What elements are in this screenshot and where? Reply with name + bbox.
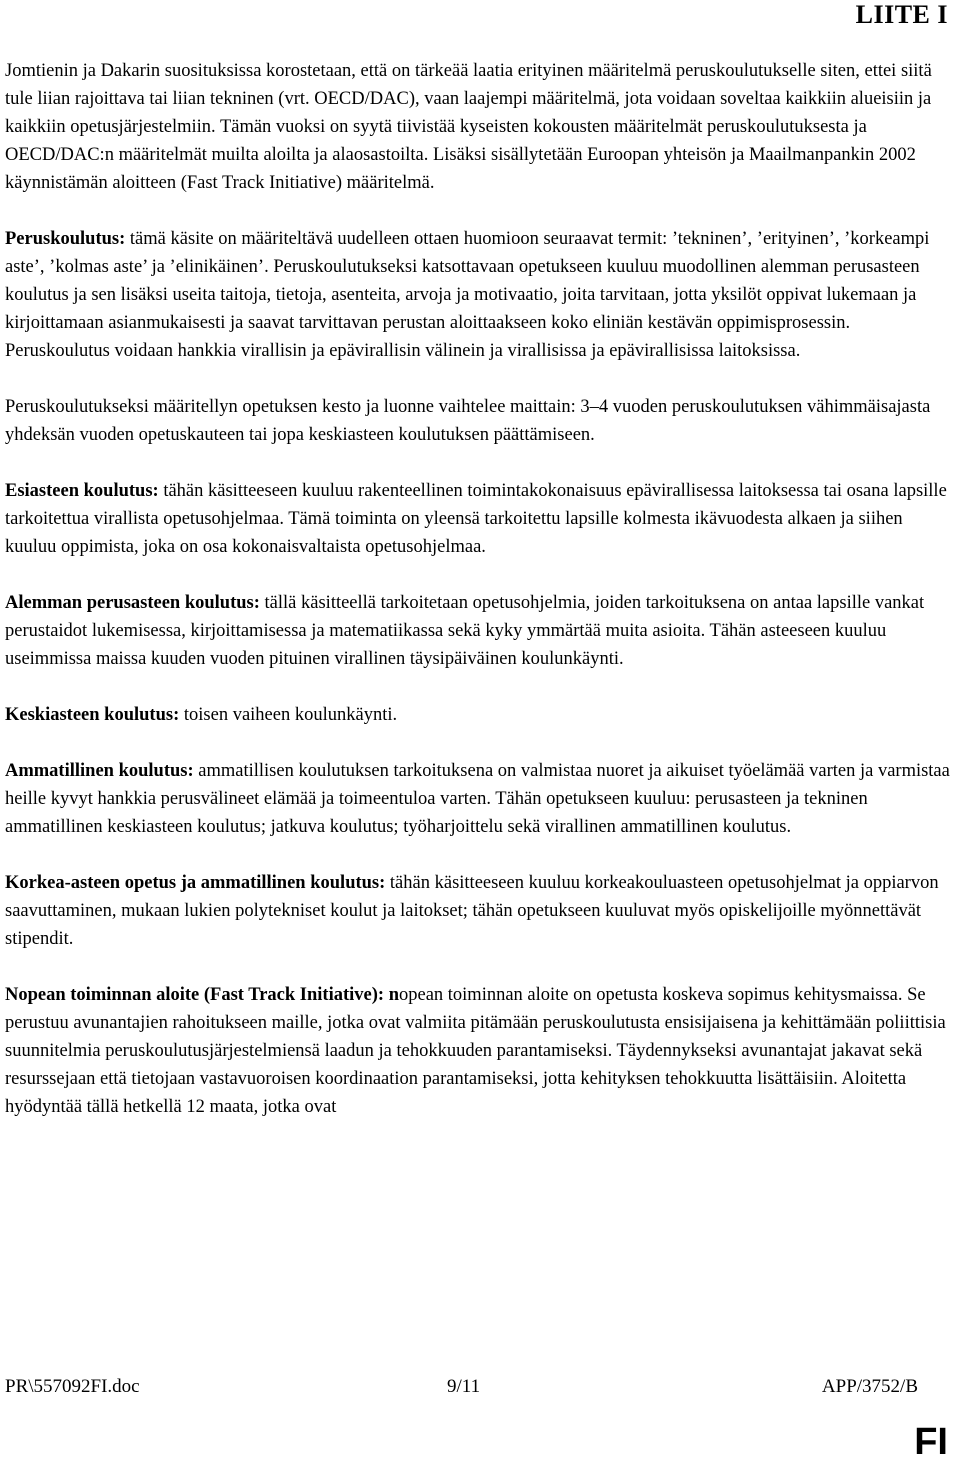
paragraph-text: Jomtienin ja Dakarin suosituksissa korostetaan, että on tärkeää laatia erityinen määritelmä peruskoulutukselle siten, ettei siitä tule liian rajoittava tai liian tekninen (vrt. OECD/DAC), vaan laajempi määritelmä, jota voidaan soveltaa kaikkiin alueisiin ja kaikkiin opetusjärjestelmiin. Tämän vuoksi on syytä tiivistää kyseisten kokousten määritelmät peruskoulutuksesta ja OECD/DAC:n määritelmät muilta aloilta ja alaosastoilta. Lisäksi sisällytetään Euroopan yhteisön ja Maailmanpankin 2002 käynnistämän aloitteen (Fast Track Initiative) määritelmä. — [5, 61, 932, 193]
paragraph-text: tähän käsitteeseen kuuluu korkeakouluasteen opetusohjelmat ja oppiarvon saavuttaminen, mukaan lukien polytekniset koulut ja laitokset; tähän opetukseen kuuluvat myös opiskelijoille myönnettävät stipendit. — [5, 873, 939, 949]
paragraph-text: opean toiminnan aloite on opetusta koskeva sopimus kehitysmaissa. Se perustuu avunantajien rahoitukseen maille, jotka ovat valmiita pitämään peruskoulutusta ensisijaisena ja kehittämään poliittisia suunnitelmia peruskoulutusjärjestelmiensä laadun ja tehokkuuden parantamiseksi. Täydennykseksi avunantajat jakavat sekä resurssejaan että tietojaan vastavuoroisen koordinaation parantamiseksi, jotta kehityksen tehokkuutta lisättäisiin. Aloitetta hyödyntää tällä hetkellä 12 maata, jotka ovat — [5, 985, 946, 1117]
paragraph-term: Keskiasteen koulutus: — [5, 705, 180, 725]
paragraph-text: tällä käsitteellä tarkoitetaan opetusohjelmia, joiden tarkoituksena on antaa lapsille vankat perustaidot lukemisessa, kirjoittamisessa ja matematiikassa sekä kyky ymmärtää muita asioita. Tähän asteeseen kuuluu useimmissa maissa kuuden vuoden pituinen virallinen täysipäiväinen koulunkäynti. — [5, 593, 925, 669]
paragraph-term: Peruskoulutus: — [5, 229, 126, 249]
paragraph-duration — [5, 393, 950, 449]
paragraph-term: Korkea-asteen opetus ja ammatillinen koulutus: — [5, 873, 386, 893]
paragraph-ammatillinen — [5, 757, 950, 841]
document-body — [5, 57, 950, 1149]
paragraph-text: tämä käsite on määriteltävä uudelleen ottaen huomioon seuraavat termit: ’tekninen’, ’erityinen’, ’korkeampi aste’, ’kolmas aste’ ja ’elinikäinen’. Peruskoulutukseksi katsottavaan opetukseen kuuluu muodollinen alemman perusasteen koulutus ja sen lisäksi useita taitoja, tietoja, asenteita, arvoja ja motivaatio, joita tarvitaan, jotta yksilöt oppivat lukemaan ja kirjoittamaan asianmukaisesti ja saavat tarvittavan perustan aloittaakseen koko eliniän kestävän oppimisprosessin. Peruskoulutus voidaan hankkia virallisin ja epävirallisin välinein ja virallisissa ja epävirallisissa laitoksissa. — [5, 229, 930, 361]
page-number: 9/11 — [447, 1376, 481, 1397]
paragraph-keskiasteen — [5, 701, 950, 729]
paragraph-korkea-asteen — [5, 869, 950, 953]
language-code: FI — [914, 1421, 948, 1463]
paragraph-term: Ammatillinen koulutus: — [5, 761, 194, 781]
document-reference: PR\557092FI.doc — [5, 1376, 140, 1397]
paragraph-fast-track — [5, 981, 950, 1121]
paragraph-intro — [5, 57, 950, 197]
paragraph-term: Nopean toiminnan aloite (Fast Track Initiative): n — [5, 985, 399, 1005]
paragraph-text: Peruskoulutukseksi määritellyn opetuksen kesto ja luonne vaihtelee maittain: 3–4 vuoden peruskoulutuksen vähimmäisajasta yhdeksän vuoden opetuskauteen tai jopa keskiasteen koulutuksen päättämiseen. — [5, 397, 931, 445]
paragraph-esiasteen — [5, 477, 950, 561]
annex-label: LIITE I — [855, 0, 948, 29]
paragraph-term: Esiasteen koulutus: — [5, 481, 159, 501]
paragraph-peruskoulutus — [5, 225, 950, 365]
paragraph-text: ammatillisen koulutuksen tarkoituksena on valmistaa nuoret ja aikuiset työelämää varten ja varmistaa heille kyvyt hankkia perusvälineet elämää ja toimeentuloa varten. Tähän opetukseen kuuluu: perusasteen ja tekninen ammatillinen keskiasteen koulutus; jatkuva koulutus; työharjoittelu sekä virallinen ammatillinen koulutus. — [5, 761, 950, 837]
paragraph-term: Alemman perusasteen koulutus: — [5, 593, 260, 613]
app-reference: APP/3752/B — [821, 1376, 918, 1397]
paragraph-alemman — [5, 589, 950, 673]
paragraph-text: toisen vaiheen koulunkäynti. — [179, 705, 398, 725]
paragraph-text: tähän käsitteeseen kuuluu rakenteellinen toimintakokonaisuus epävirallisessa laitoksessa tai osana lapsille tarkoitettua virallista opetusohjelmaa. Tämä toiminta on yleensä tarkoitettu lapsille kolmesta ikävuodesta alkaen ja siihen kuuluu oppimista, joka on osa kokonaisvaltaista opetusohjelmaa. — [5, 481, 947, 557]
